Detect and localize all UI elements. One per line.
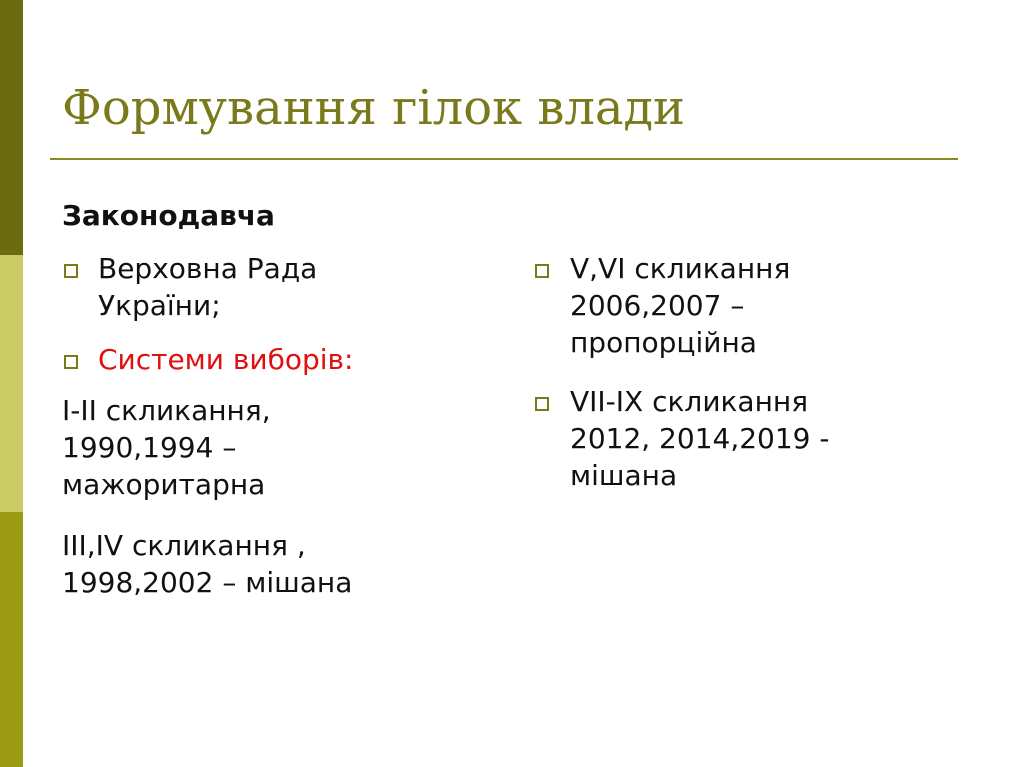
- left-para1-line3: мажоритарна: [62, 468, 266, 501]
- left-bullet1-line1: Верховна Рада: [98, 252, 318, 285]
- sidebar-band-bottom: [0, 512, 23, 767]
- slide-title: Формування гілок влади: [62, 80, 686, 136]
- left-para2-line1: III,IV скликання ,: [62, 529, 306, 562]
- left-para1-line2: 1990,1994 –: [62, 431, 237, 464]
- square-bullet-icon: [64, 264, 78, 278]
- title-underline: [50, 158, 958, 160]
- sidebar-band-middle: [0, 255, 23, 512]
- left-paragraph-iii-iv: [62, 527, 352, 601]
- square-bullet-icon: [64, 355, 78, 369]
- right-bullet2-line3: мішана: [570, 459, 678, 492]
- left-bullet-election-systems: Системи виборів:: [98, 343, 354, 376]
- section-heading: Законодавча: [62, 199, 275, 232]
- right-bullet2-line2: 2012, 2014,2019 -: [570, 422, 830, 455]
- left-bullet1-line2: України;: [98, 289, 221, 322]
- left-para1-line1: I-II скликання,: [62, 394, 271, 427]
- right-bullet1-line3: пропорційна: [570, 326, 757, 359]
- right-bullet1-line2: 2006,2007 –: [570, 289, 745, 322]
- right-bullet-vii-ix: [570, 383, 829, 494]
- square-bullet-icon: [535, 264, 549, 278]
- square-bullet-icon: [535, 397, 549, 411]
- left-bullet-verkhovna-rada: [98, 250, 317, 324]
- right-bullet-v-vi: [570, 250, 790, 361]
- sidebar-band-top: [0, 0, 23, 255]
- right-bullet1-line1: V,VI скликання: [570, 252, 791, 285]
- right-bullet2-line1: VII-IX скликання: [570, 385, 809, 418]
- left-paragraph-i-ii: [62, 392, 271, 503]
- left-para2-line2: 1998,2002 – мішана: [62, 566, 353, 599]
